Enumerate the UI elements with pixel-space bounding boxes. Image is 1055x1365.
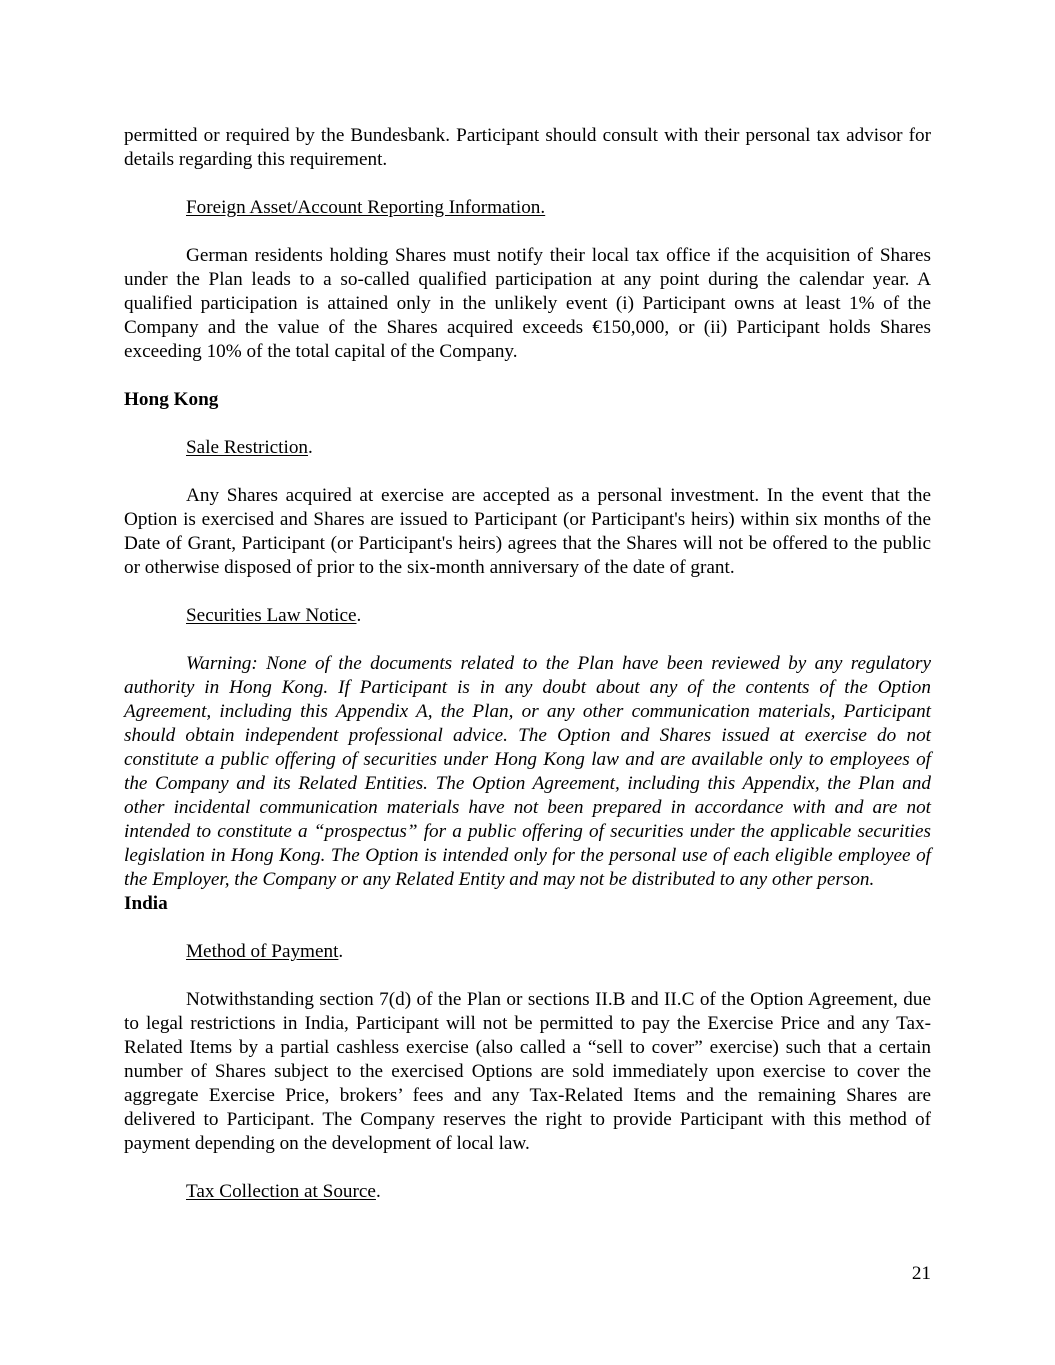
heading-period: . — [338, 941, 344, 962]
sale-restriction-heading — [124, 436, 931, 460]
method-of-payment-heading — [124, 940, 931, 964]
section-title-india: India — [124, 893, 168, 914]
method-of-payment-heading-text: Method of Payment — [186, 941, 339, 962]
securities-law-heading — [124, 604, 931, 628]
foreign-asset-heading — [124, 196, 931, 220]
securities-law-heading-text: Securities Law Notice — [186, 605, 357, 626]
intro-paragraph: permitted or required by the Bundesbank. Participant should consult with their personal tax advisor for details regarding this requirement. — [124, 125, 931, 170]
method-of-payment-paragraph: Notwithstanding section 7(d) of the Plan or sections II.B and II.C of the Option Agreement, due to legal restrictions in India, Participant will not be permitted to pay the Exercise Price and any Tax-Related Items by a partial cashless exercise (also called a “sell to cover” exercise) such that a certain number of Shares subject to the exercised Options are sold immediately upon exercise to cover the aggregate Exercise Price, brokers’ fees and any Tax-Related Items and the remaining Shares are delivered to Participant. The Company reserves the right to provide Participant with this method of payment depending on the development of local law. — [124, 989, 931, 1154]
tax-collection-heading — [124, 1180, 931, 1204]
sale-restriction-paragraph: Any Shares acquired at exercise are accepted as a personal investment. In the event that the Option is exercised and Shares are issued to Participant (or Participant's heirs) within six months of the Date of Grant, Participant (or Participant's heirs) agrees that the Shares will not be offered to the public or otherwise disposed of prior to the six-month anniversary of the date of grant. — [124, 485, 931, 578]
securities-warning-paragraph: Warning: None of the documents related to the Plan have been reviewed by any regulatory authority in Hong Kong. If Participant is in any doubt about any of the contents of the Option Agreement, including this Appendix A, the Plan, or any other communication materials, Participant should obtain independent professional advice. The Option and Shares issued at exercise do not constitute a public offering of securities under Hong Kong law and are available only to employees of the Company and its Related Entities. The Option Agreement, including this Appendix, the Plan and other incidental communication materials have not been prepared in accordance with and are not intended to constitute a “prospectus” for a public offering of securities under the applicable securities legislation in Hong Kong. The Option is intended only for the personal use of each eligible employee of the Employer, the Company or any Related Entity and may not be distributed to any other person. — [124, 653, 931, 890]
document-page — [124, 124, 931, 1204]
foreign-asset-heading-text: Foreign Asset/Account Reporting Information. — [186, 197, 546, 218]
sale-restriction-heading-text: Sale Restriction — [186, 437, 309, 458]
heading-period: . — [375, 1181, 381, 1202]
heading-period: . — [308, 437, 313, 458]
heading-period: . — [356, 605, 362, 626]
section-title-hong-kong: Hong Kong — [124, 389, 219, 410]
tax-collection-heading-text: Tax Collection at Source — [186, 1181, 376, 1202]
foreign-asset-paragraph: German residents holding Shares must notify their local tax office if the acquisition of Shares under the Plan leads to a so-called qualified participation at any point during the calendar year. A qualified participation is attained only in the unlikely event (i) Participant owns at least 1% of the Company and the value of the Shares acquired exceeds €150,000, or (ii) Participant holds Shares exceeding 10% of the total capital of the Company. — [124, 245, 931, 362]
page-number: 21 — [911, 1263, 931, 1284]
